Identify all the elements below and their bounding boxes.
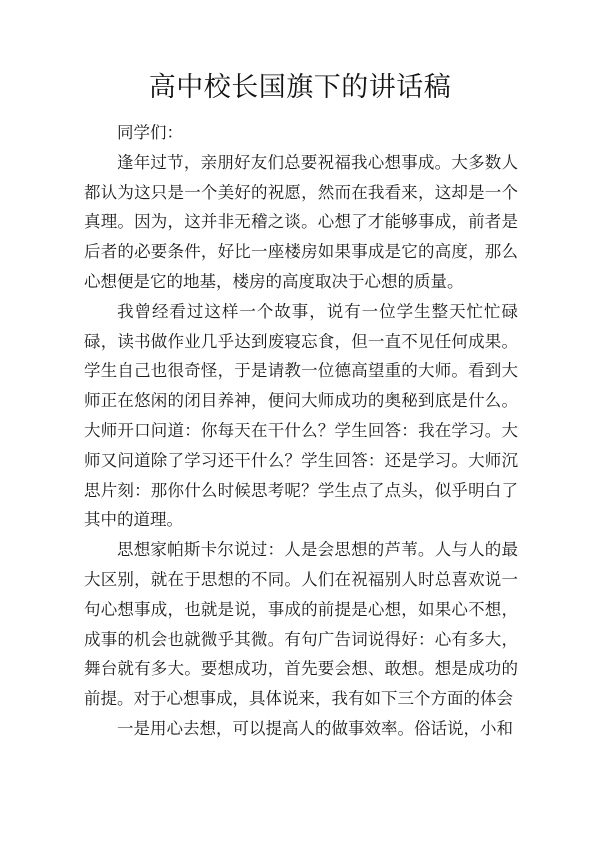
document-body	[84, 118, 518, 744]
paragraph-1: 逢年过节，亲朋好友们总要祝福我心想事成。大多数人都认为这只是一个美好的祝愿，然而在我看来，这却是一个真理。因为，这并非无稽之谈。心想了才能够事成，前者是后者的必要条件，好比一座楼房如果事成是它的高度，那么心想便是它的地基，楼房的高度取决于心想的质量。	[84, 152, 518, 291]
paragraph-3: 思想家帕斯卡尔说过：人是会思想的芦苇。人与人的最大区别，就在于思想的不同。人们在祝福别人时总喜欢说一句心想事成，也就是说，事成的前提是心想，如果心不想，成事的机会也就微乎其微。有句广告词说得好：心有多大，舞台就有多大。要想成功，首先要会想、敢想。想是成功的前提。对于心想事成，具体说来，我有如下三个方面的体会	[84, 540, 518, 709]
document-title: 高中校长国旗下的讲话稿	[148, 72, 452, 103]
paragraph-4: 一是用心去想，可以提高人的做事效率。俗话说，小和	[117, 718, 513, 738]
paragraph-2: 我曾经看过这样一个故事，说有一位学生整天忙忙碌碌，读书做作业几乎达到废寝忘食，但一直不见任何成果。学生自己也很奇怪，于是请教一位德高望重的大师。看到大师正在悠闲的闭目养神，便问大师成功的奥秘到底是什么。大师开口问道：你每天在干什么？学生回答：我在学习。大师又问道除了学习还干什么？学生回答：还是学习。大师沉思片刻：那你什么时候思考呢？学生点了点头，似乎明白了其中的道理。	[84, 301, 518, 530]
salutation: 同学们：	[117, 123, 183, 142]
